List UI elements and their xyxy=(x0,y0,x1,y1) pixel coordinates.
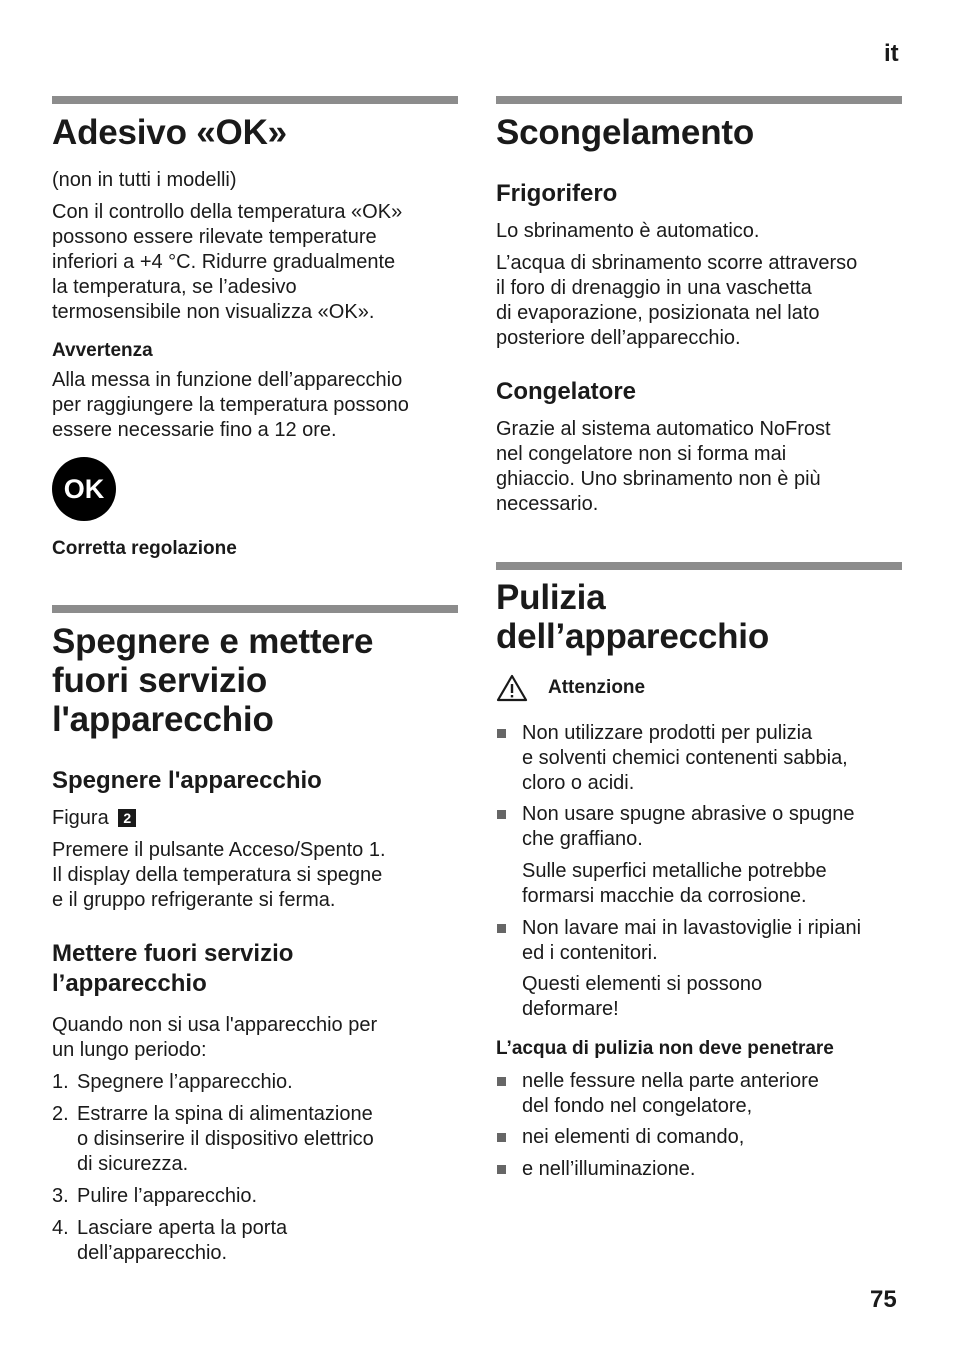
list-item xyxy=(496,1125,902,1150)
text-line: Questi elementi si possono xyxy=(522,973,763,995)
warning-heading: Avvertenza xyxy=(52,340,153,361)
left-column xyxy=(52,96,458,1276)
title-line: l'apparecchio xyxy=(52,700,274,739)
text-line: cloro o acidi. xyxy=(522,772,635,794)
list-item-note xyxy=(496,972,902,1022)
bullet-icon xyxy=(497,729,506,738)
list-item xyxy=(496,1157,902,1182)
text-line: Quando non si usa l'apparecchio per xyxy=(52,1014,378,1036)
step-number: 4. xyxy=(52,1217,69,1239)
text-line: Grazie al sistema automatico NoFrost xyxy=(496,418,831,440)
list-item xyxy=(496,916,902,966)
text-line: ed i contenitori. xyxy=(522,942,658,964)
text-line: che graffiano. xyxy=(522,828,643,850)
text-line: Non usare spugne abrasive o spugne xyxy=(522,803,855,825)
text-line: per raggiungere la temperatura possono xyxy=(52,394,409,416)
step-number: 2. xyxy=(52,1103,69,1125)
ok-badge-icon: OK xyxy=(52,457,116,521)
text-line: del fondo nel congelatore, xyxy=(522,1095,753,1117)
text-line: dell’apparecchio. xyxy=(77,1242,228,1264)
frigorifero-text: Lo sbrinamento è automatico. xyxy=(496,220,760,242)
spegnere-paragraph xyxy=(52,838,458,913)
subheading-frigorifero: Frigorifero xyxy=(496,180,618,207)
list-item xyxy=(496,802,902,852)
text-line: Estrarre la spina di alimentazione xyxy=(77,1103,373,1125)
subheading-line: Mettere fuori servizio xyxy=(52,940,294,967)
text-line: la temperatura, se l’adesivo xyxy=(52,276,297,298)
section-rule xyxy=(52,605,458,613)
intro-paragraph xyxy=(52,1013,458,1063)
model-note: (non in tutti i modelli) xyxy=(52,169,237,191)
bullet-icon xyxy=(497,1133,506,1142)
frigorifero-paragraph xyxy=(496,251,902,351)
text-line: formarsi macchie da corrosione. xyxy=(522,885,807,907)
text-line: Lasciare aperta la porta xyxy=(77,1217,288,1239)
text-line: Con il controllo della temperatura «OK» xyxy=(52,201,403,223)
title-line: fuori servizio xyxy=(52,661,268,700)
language-label: it xyxy=(884,40,899,67)
title-line: Spegnere e mettere xyxy=(52,622,374,661)
numbered-list xyxy=(52,1070,458,1270)
text-line: inferiori a +4 °C. Ridurre gradualmente xyxy=(52,251,396,273)
section-title-spegnere xyxy=(52,622,458,739)
section-rule xyxy=(496,562,902,570)
text-line: Non lavare mai in lavastoviglie i ripiani xyxy=(522,917,862,939)
badge-caption: Corretta regolazione xyxy=(52,538,237,559)
figure-number-badge: 2 xyxy=(118,809,136,827)
text-line: o disinserire il dispositivo elettrico xyxy=(77,1128,374,1150)
figure-reference xyxy=(52,806,458,831)
step-number: 3. xyxy=(52,1185,69,1207)
text-line: e nell’illuminazione. xyxy=(522,1158,696,1180)
attention-notice xyxy=(496,674,645,702)
text-line: Il display della temperatura si spegne xyxy=(52,864,383,886)
text-line: L’acqua di sbrinamento scorre attraverso xyxy=(496,252,858,274)
text-line: Non utilizzare prodotti per pulizia xyxy=(522,722,813,744)
right-column xyxy=(496,96,902,1196)
text-line: di sicurezza. xyxy=(77,1153,189,1175)
list-item xyxy=(496,721,902,796)
bullet-icon xyxy=(497,924,506,933)
congelatore-paragraph xyxy=(496,417,902,517)
text-line: possono essere rilevate temperature xyxy=(52,226,377,248)
title-line: Pulizia xyxy=(496,578,606,617)
bullet-icon xyxy=(497,1165,506,1174)
text-line: ghiaccio. Uno sbrinamento non è più xyxy=(496,468,821,490)
subheading-fuori-servizio xyxy=(52,939,458,999)
section-title-scongelamento: Scongelamento xyxy=(496,113,755,152)
text-line: Premere il pulsante Acceso/Spento 1. xyxy=(52,839,386,861)
attention-label: Attenzione xyxy=(548,677,646,698)
text-line: di evaporazione, posizionata nel lato xyxy=(496,302,820,324)
section-title-pulizia xyxy=(496,578,902,656)
text-line: essere necessarie fino a 12 ore. xyxy=(52,419,337,441)
section-rule xyxy=(496,96,902,104)
subheading-spegnere: Spegnere l'apparecchio xyxy=(52,767,322,794)
text-line: un lungo periodo: xyxy=(52,1039,207,1061)
adesivo-paragraph xyxy=(52,200,458,325)
text-line: deformare! xyxy=(522,998,619,1020)
figure-label: Figura xyxy=(52,807,109,829)
text-line: Sulle superfici metalliche potrebbe xyxy=(522,860,827,882)
water-warning-heading: L’acqua di pulizia non deve penetrare xyxy=(496,1038,834,1059)
text-line: necessario. xyxy=(496,493,599,515)
warning-paragraph xyxy=(52,368,458,443)
list-item-note xyxy=(496,859,902,909)
text-line: Alla messa in funzione dell’apparecchio xyxy=(52,369,403,391)
text-line: nelle fessure nella parte anteriore xyxy=(522,1070,819,1092)
section-title-adesivo: Adesivo «OK» xyxy=(52,113,287,152)
text-line: nel congelatore non si forma mai xyxy=(496,443,787,465)
text-line: il foro di drenaggio in una vaschetta xyxy=(496,277,812,299)
text-line: posteriore dell’apparecchio. xyxy=(496,327,741,349)
text-line: Pulire l’apparecchio. xyxy=(77,1185,258,1207)
section-rule xyxy=(52,96,458,104)
page-number: 75 xyxy=(870,1286,897,1313)
text-line: nei elementi di comando, xyxy=(522,1126,745,1148)
bullet-icon xyxy=(497,810,506,819)
bullet-icon xyxy=(497,1077,506,1086)
warning-triangle-icon xyxy=(496,674,528,702)
subheading-line: l’apparecchio xyxy=(52,970,207,997)
step-number: 1. xyxy=(52,1071,69,1093)
text-line: termosensibile non visualizza «OK». xyxy=(52,301,375,323)
title-line: dell’apparecchio xyxy=(496,617,770,656)
subheading-congelatore: Congelatore xyxy=(496,378,637,405)
text-line: Spegnere l’apparecchio. xyxy=(77,1071,293,1093)
text-line: e il gruppo refrigerante si ferma. xyxy=(52,889,336,911)
list-item xyxy=(496,1069,902,1119)
text-line: e solventi chemici contenenti sabbia, xyxy=(522,747,848,769)
